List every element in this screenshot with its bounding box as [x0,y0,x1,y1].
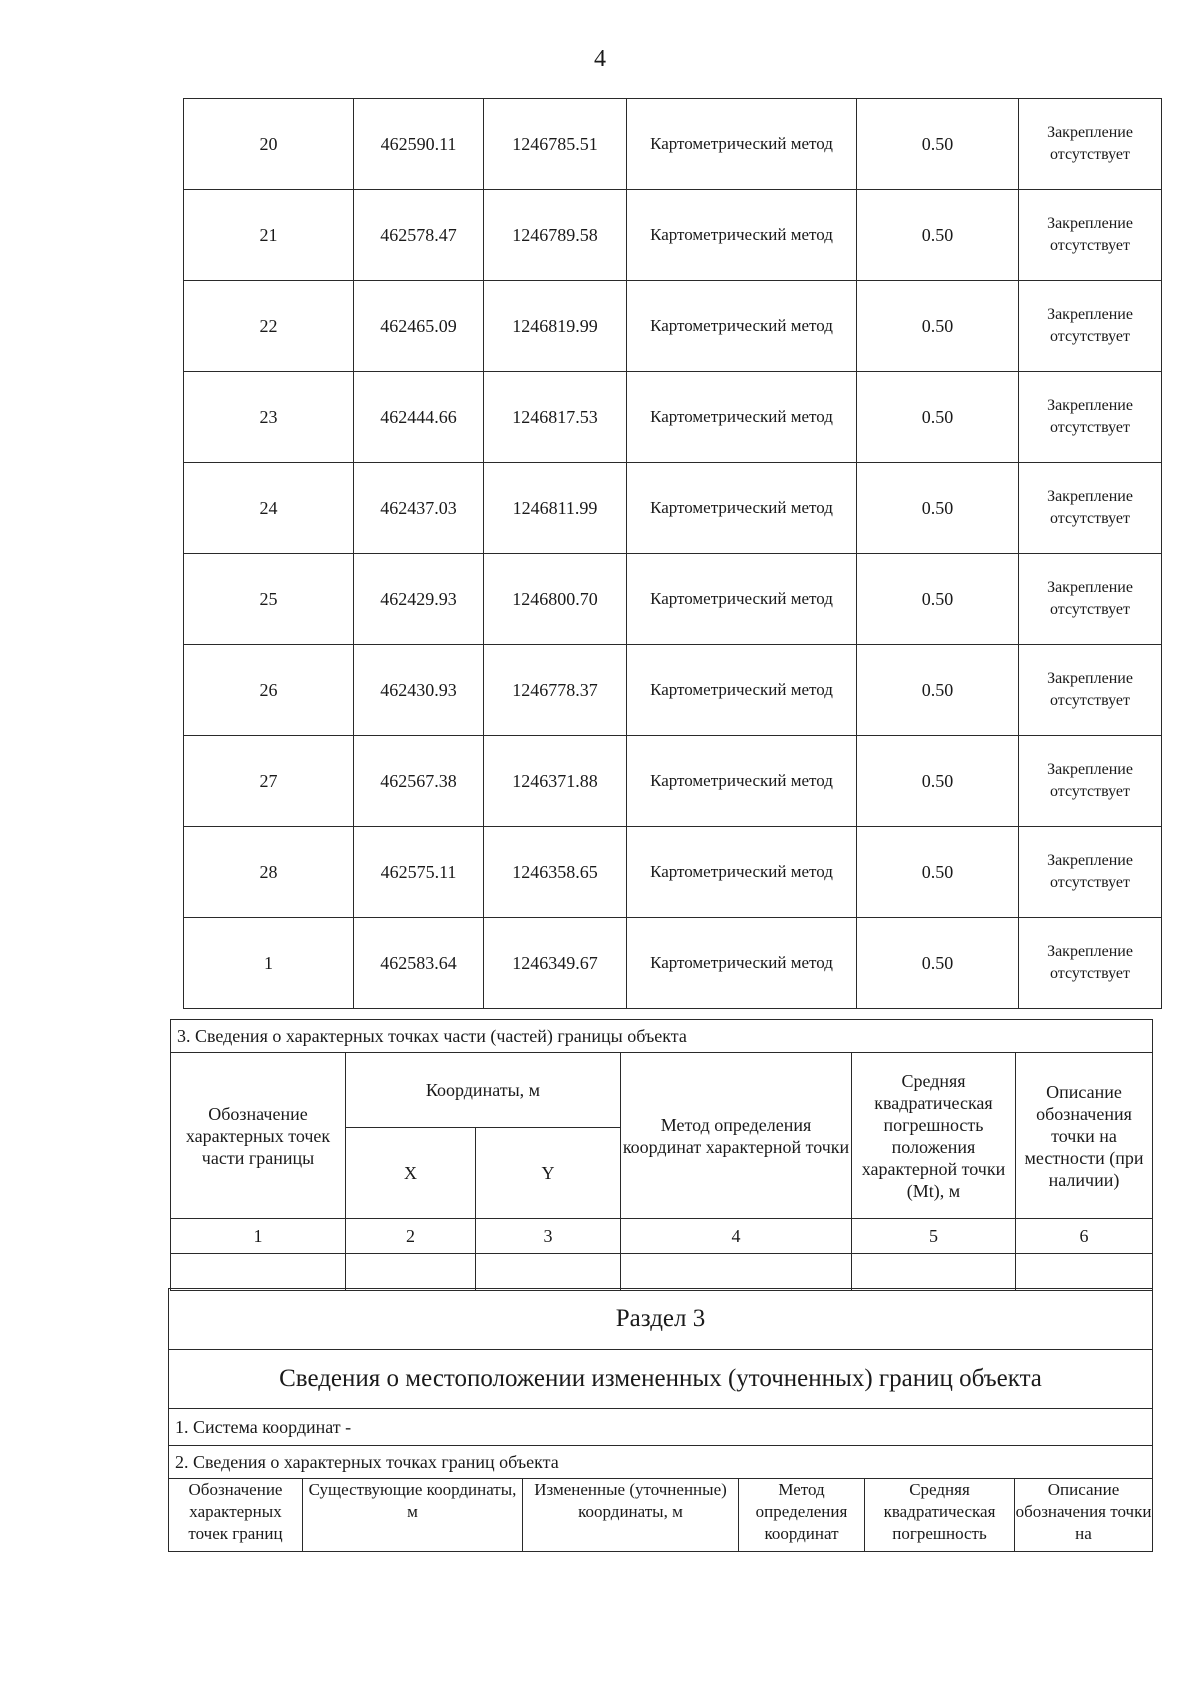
coordinate-system-row: 1. Система координат - [169,1409,1153,1446]
header-description: Описание обозначения точки на местности (при наличии) [1016,1053,1153,1219]
table-row [184,645,1162,736]
header-mt: Средняя квадратическая погрешность [865,1479,1015,1552]
mt-cell: 0.50 [857,827,1019,918]
header-designation: Обозначение характерных точек границ [169,1479,303,1552]
method-cell: Картометрический метод [627,463,857,554]
header-mt: Средняя квадратическая погрешность положения характерной точки (Mt), м [852,1053,1016,1219]
header-changed-coordinates: Измененные (уточненные) координаты, м [523,1479,739,1552]
column-index-2: 2 [346,1219,476,1254]
parts-table [170,1019,1153,1291]
x-coordinate-cell: 462590.11 [354,99,484,190]
x-coordinate-cell: 462583.64 [354,918,484,1009]
column-index-1: 1 [171,1219,346,1254]
mt-cell: 0.50 [857,281,1019,372]
y-coordinate-cell: 1246358.65 [484,827,627,918]
empty-cell [171,1254,346,1291]
mt-cell: 0.50 [857,645,1019,736]
header-y: Y [476,1128,621,1219]
method-cell: Картометрический метод [627,554,857,645]
mt-cell: 0.50 [857,554,1019,645]
x-coordinate-cell: 462429.93 [354,554,484,645]
point-number-cell: 21 [184,190,354,281]
section-3-title: Раздел 3 [169,1289,1153,1350]
x-coordinate-cell: 462437.03 [354,463,484,554]
header-existing-coordinates: Существующие координаты, м [303,1479,523,1552]
marking-description-cell: Закрепление отсутствует [1019,736,1162,827]
section-3-table [168,1288,1153,1552]
y-coordinate-cell: 1246817.53 [484,372,627,463]
table-row [184,918,1162,1009]
x-coordinate-cell: 462444.66 [354,372,484,463]
points-table [183,98,1162,1009]
point-number-cell: 1 [184,918,354,1009]
method-cell: Картометрический метод [627,645,857,736]
y-coordinate-cell: 1246371.88 [484,736,627,827]
x-coordinate-cell: 462465.09 [354,281,484,372]
y-coordinate-cell: 1246349.67 [484,918,627,1009]
header-coordinates: Координаты, м [346,1053,621,1128]
empty-cell [346,1254,476,1291]
table-row [184,736,1162,827]
empty-cell [476,1254,621,1291]
mt-cell: 0.50 [857,736,1019,827]
mt-cell: 0.50 [857,190,1019,281]
x-coordinate-cell: 462430.93 [354,645,484,736]
points-table-body [184,99,1162,1009]
mt-cell: 0.50 [857,99,1019,190]
header-description: Описание обозначения точки на [1015,1479,1153,1552]
y-coordinate-cell: 1246785.51 [484,99,627,190]
marking-description-cell: Закрепление отсутствует [1019,99,1162,190]
mt-cell: 0.50 [857,463,1019,554]
empty-cell [852,1254,1016,1291]
point-number-cell: 20 [184,99,354,190]
marking-description-cell: Закрепление отсутствует [1019,372,1162,463]
section-3-subtitle: Сведения о местоположении измененных (уточненных) границ объекта [169,1350,1153,1409]
method-cell: Картометрический метод [627,372,857,463]
point-number-cell: 27 [184,736,354,827]
column-index-6: 6 [1016,1219,1153,1254]
method-cell: Картометрический метод [627,99,857,190]
marking-description-cell: Закрепление отсутствует [1019,918,1162,1009]
empty-cell [1016,1254,1153,1291]
table-row [184,99,1162,190]
point-number-cell: 25 [184,554,354,645]
marking-description-cell: Закрепление отсутствует [1019,463,1162,554]
table-row [184,372,1162,463]
marking-description-cell: Закрепление отсутствует [1019,190,1162,281]
page-number: 4 [594,46,606,72]
marking-description-cell: Закрепление отсутствует [1019,554,1162,645]
point-number-cell: 24 [184,463,354,554]
x-coordinate-cell: 462578.47 [354,190,484,281]
table-row [184,827,1162,918]
method-cell: Картометрический метод [627,827,857,918]
method-cell: Картометрический метод [627,736,857,827]
mt-cell: 0.50 [857,372,1019,463]
boundary-points-title: 2. Сведения о характерных точках границ объекта [169,1446,1153,1479]
y-coordinate-cell: 1246778.37 [484,645,627,736]
table-row [184,554,1162,645]
point-number-cell: 28 [184,827,354,918]
marking-description-cell: Закрепление отсутствует [1019,645,1162,736]
method-cell: Картометрический метод [627,190,857,281]
method-cell: Картометрический метод [627,281,857,372]
point-number-cell: 22 [184,281,354,372]
y-coordinate-cell: 1246811.99 [484,463,627,554]
empty-row [171,1254,1153,1291]
column-index-4: 4 [621,1219,852,1254]
x-coordinate-cell: 462575.11 [354,827,484,918]
marking-description-cell: Закрепление отсутствует [1019,827,1162,918]
header-designation: Обозначение характерных точек части границы [171,1053,346,1219]
column-index-3: 3 [476,1219,621,1254]
table-row [184,190,1162,281]
header-x: X [346,1128,476,1219]
point-number-cell: 23 [184,372,354,463]
mt-cell: 0.50 [857,918,1019,1009]
empty-cell [621,1254,852,1291]
header-method: Метод определения координат характерной точки [621,1053,852,1219]
x-coordinate-cell: 462567.38 [354,736,484,827]
table-row [184,463,1162,554]
y-coordinate-cell: 1246800.70 [484,554,627,645]
header-method: Метод определения координат [739,1479,865,1552]
y-coordinate-cell: 1246789.58 [484,190,627,281]
table-row [184,281,1162,372]
column-index-5: 5 [852,1219,1016,1254]
method-cell: Картометрический метод [627,918,857,1009]
y-coordinate-cell: 1246819.99 [484,281,627,372]
marking-description-cell: Закрепление отсутствует [1019,281,1162,372]
parts-section-title: 3. Сведения о характерных точках части (частей) границы объекта [171,1020,1153,1053]
point-number-cell: 26 [184,645,354,736]
